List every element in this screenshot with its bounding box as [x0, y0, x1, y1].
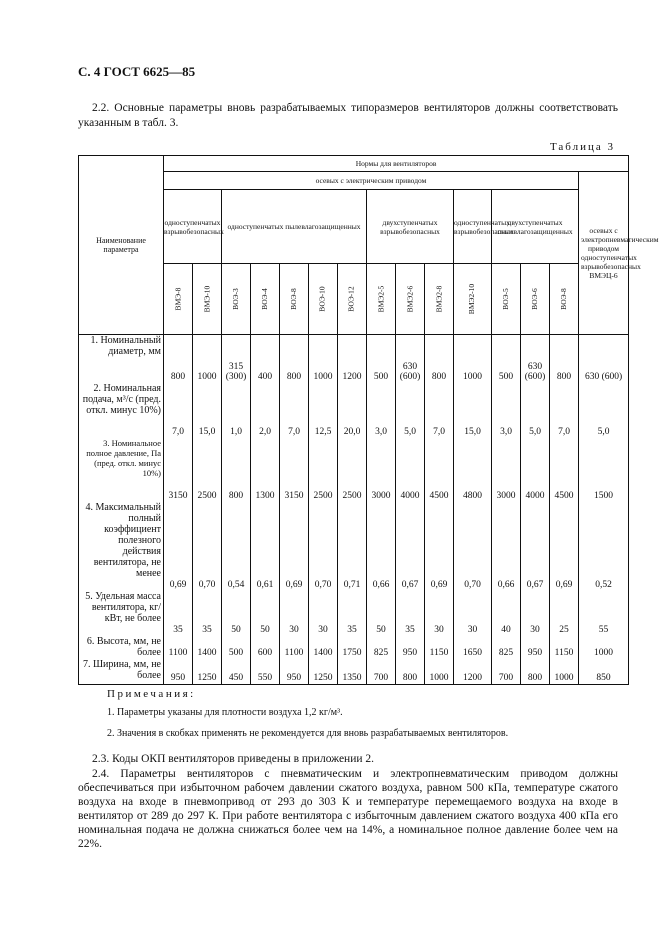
- param-name-header: Наименование параметра: [79, 156, 164, 335]
- value-cell: 600: [251, 636, 280, 659]
- value-cell: 0,67: [396, 502, 425, 591]
- value-cell: 30: [521, 591, 550, 636]
- value-cell: 1000: [425, 659, 454, 685]
- value-cell: 0,70: [454, 502, 492, 591]
- value-cell: 1150: [425, 636, 454, 659]
- group-header: одноступенчатых пылевлагозащищенных: [222, 190, 367, 264]
- value-cell: 3000: [492, 438, 521, 502]
- value-cell: 700: [367, 659, 396, 685]
- value-cell: 5,0: [521, 383, 550, 438]
- group-header: двухступенчатых взрывобезопасных: [367, 190, 454, 264]
- table-caption: Таблица 3: [549, 141, 615, 153]
- model-label: ВМЭ2-8: [434, 285, 443, 313]
- value-cell: 20,0: [338, 383, 367, 438]
- value-cell: 825: [367, 636, 396, 659]
- value-cell: 1000: [454, 335, 492, 383]
- model-header: [367, 264, 396, 335]
- value-cell: 950: [280, 659, 309, 685]
- value-cell: 450: [222, 659, 251, 685]
- value-cell: 700: [492, 659, 521, 685]
- value-cell: 7,0: [280, 383, 309, 438]
- value-cell: 2,0: [251, 383, 280, 438]
- paragraph-2-4: 2.4. Параметры вентиляторов с пневматическим и электропневматическим приводом должны обеспечиваться при избыточном рабочем давлении сжатого воздуха, равном 500 кПа, температуре сжатого воздуха на входе в пневмопривод от 293 до 303 К и температуре перемещаемого воздуха на входе в вентилятор от 289 до 297 К. При работе вентилятора с избыточным давлением сжатого воздуха 400 кПа его номинальная подача не должна снижаться более чем на 14%, а номинальное полное давление более чем на 22%.: [78, 768, 618, 850]
- value-cell: 7,0: [164, 383, 193, 438]
- model-header: [251, 264, 280, 335]
- value-cell: 800: [521, 659, 550, 685]
- value-cell: 630 (600): [521, 335, 550, 383]
- norms-header: Нормы для вентиляторов: [164, 156, 629, 172]
- model-header: [338, 264, 367, 335]
- value-cell: 55: [579, 591, 629, 636]
- value-cell: 800: [550, 335, 579, 383]
- value-cell: 30: [425, 591, 454, 636]
- value-cell: 630 (600): [396, 335, 425, 383]
- value-cell: 950: [521, 636, 550, 659]
- model-header: [425, 264, 454, 335]
- value-cell: 1250: [193, 659, 222, 685]
- value-cell: 2500: [309, 438, 338, 502]
- value-cell: 50: [222, 591, 251, 636]
- parameters-table: [78, 155, 659, 685]
- value-cell: 1300: [251, 438, 280, 502]
- value-cell: 4000: [521, 438, 550, 502]
- value-cell: 0,66: [367, 502, 396, 591]
- param-name: 4. Максимальный полный коэффициент полезного действия вентилятора, не менее: [79, 502, 164, 591]
- value-cell: 1100: [164, 636, 193, 659]
- value-cell: 40: [492, 591, 521, 636]
- value-cell: 800: [280, 335, 309, 383]
- paragraph-2-3: 2.3. Коды ОКП вентиляторов приведены в приложении 2.: [92, 753, 375, 765]
- value-cell: 800: [164, 335, 193, 383]
- model-label: ВОЭ-5: [501, 288, 510, 310]
- value-cell: 12,5: [309, 383, 338, 438]
- note-item: 1. Параметры указаны для плотности воздуха 1,2 кг/м³.: [107, 707, 343, 718]
- value-cell: 15,0: [193, 383, 222, 438]
- model-label: ВОЭ-4: [260, 288, 269, 310]
- value-cell: 0,69: [164, 502, 193, 591]
- table-row: [79, 335, 629, 383]
- param-name: 3. Номинальное полное давление, Па (пред. откл. минус 10%): [79, 438, 164, 502]
- value-cell: 0,71: [338, 502, 367, 591]
- value-cell: 630 (600): [579, 335, 629, 383]
- model-header: [396, 264, 425, 335]
- value-cell: 15,0: [454, 383, 492, 438]
- model-label: ВМЭ-10: [202, 285, 211, 313]
- value-cell: 0,69: [550, 502, 579, 591]
- value-cell: 3150: [164, 438, 193, 502]
- model-header: [193, 264, 222, 335]
- value-cell: 1100: [280, 636, 309, 659]
- model-label: ВОЭ-12: [347, 286, 356, 312]
- value-cell: 1200: [338, 335, 367, 383]
- param-name: 7. Ширина, мм, не более: [79, 659, 164, 685]
- table-row: [79, 636, 629, 659]
- model-header: [164, 264, 193, 335]
- table-row: [79, 659, 629, 685]
- page-header: С. 4 ГОСТ 6625—85: [78, 64, 196, 79]
- value-cell: 1250: [309, 659, 338, 685]
- param-name: 1. Номинальный диаметр, мм: [79, 335, 164, 383]
- value-cell: 950: [396, 636, 425, 659]
- model-header: [492, 264, 521, 335]
- value-cell: 4800: [454, 438, 492, 502]
- value-cell: 315 (300): [222, 335, 251, 383]
- value-cell: 400: [251, 335, 280, 383]
- value-cell: 4500: [550, 438, 579, 502]
- value-cell: 30: [280, 591, 309, 636]
- value-cell: 0,67: [521, 502, 550, 591]
- value-cell: 0,52: [579, 502, 629, 591]
- notes-header: Примечания:: [107, 688, 196, 700]
- value-cell: 1000: [579, 636, 629, 659]
- note-item: 2. Значения в скобках применять не рекомендуется для вновь разрабатываемых вентиляторов.: [107, 728, 509, 739]
- value-cell: 550: [251, 659, 280, 685]
- value-cell: 1400: [193, 636, 222, 659]
- table-row: [79, 438, 629, 502]
- model-label: ВМЭ-8: [173, 287, 182, 311]
- value-cell: 800: [425, 335, 454, 383]
- model-label: ВМЭ2-5: [376, 285, 385, 313]
- param-name: 5. Удельная масса вентилятора, кг/кВт, не более: [79, 591, 164, 636]
- value-cell: 3150: [280, 438, 309, 502]
- model-header: [550, 264, 579, 335]
- value-cell: 0,61: [251, 502, 280, 591]
- value-cell: 3000: [367, 438, 396, 502]
- value-cell: 500: [492, 335, 521, 383]
- group-header: одноступенчатых взрывобезопасных: [164, 190, 222, 264]
- intro-paragraph: 2.2. Основные параметры вновь разрабатываемых типоразмеров вентиляторов должны соответствовать указанным в табл. 3.: [78, 102, 618, 129]
- model-label: ВОЭ-10: [318, 286, 327, 312]
- value-cell: 825: [492, 636, 521, 659]
- value-cell: 850: [579, 659, 629, 685]
- value-cell: 1150: [550, 636, 579, 659]
- model-header: [454, 264, 492, 335]
- value-cell: 0,54: [222, 502, 251, 591]
- value-cell: 3,0: [492, 383, 521, 438]
- value-cell: 1500: [579, 438, 629, 502]
- value-cell: 0,66: [492, 502, 521, 591]
- value-cell: 950: [164, 659, 193, 685]
- model-label: ВОЭ-3: [231, 288, 240, 310]
- value-cell: 25: [550, 591, 579, 636]
- value-cell: 35: [338, 591, 367, 636]
- model-label: ВОЭ-8: [289, 288, 298, 310]
- value-cell: 0,69: [280, 502, 309, 591]
- group-header: одноступенчатых взрывобезопасных: [454, 190, 492, 264]
- value-cell: 4000: [396, 438, 425, 502]
- value-cell: 1750: [338, 636, 367, 659]
- pneumatic-header: осевых с электропневматическим приводом одноступенчатых взрывобезопасных ВМЭЦ-6: [579, 172, 629, 335]
- table-row: [79, 383, 629, 438]
- value-cell: 7,0: [550, 383, 579, 438]
- value-cell: 30: [454, 591, 492, 636]
- value-cell: 50: [251, 591, 280, 636]
- group-header: двухступенчатых пылевлагозащищенных: [492, 190, 579, 264]
- value-cell: 35: [164, 591, 193, 636]
- value-cell: 30: [309, 591, 338, 636]
- value-cell: 5,0: [396, 383, 425, 438]
- value-cell: 500: [367, 335, 396, 383]
- value-cell: 0,69: [425, 502, 454, 591]
- value-cell: 35: [396, 591, 425, 636]
- value-cell: 3,0: [367, 383, 396, 438]
- model-header: [309, 264, 338, 335]
- value-cell: 2500: [193, 438, 222, 502]
- param-name: 2. Номинальная подача, м³/с (пред. откл. минус 10%): [79, 383, 164, 438]
- table-row: [79, 591, 629, 636]
- value-cell: 1650: [454, 636, 492, 659]
- value-cell: 2500: [338, 438, 367, 502]
- axial-electric-header: осевых с электрическим приводом: [164, 172, 579, 190]
- value-cell: 1000: [309, 335, 338, 383]
- value-cell: 1,0: [222, 383, 251, 438]
- value-cell: 35: [193, 591, 222, 636]
- param-name: 6. Высота, мм, не более: [79, 636, 164, 659]
- value-cell: 0,70: [193, 502, 222, 591]
- model-label: ВМЭ2-10: [467, 283, 477, 315]
- value-cell: 5,0: [579, 383, 629, 438]
- model-label: ВМЭ2-6: [405, 285, 414, 313]
- model-label: ВОЭ-8: [559, 288, 568, 310]
- value-cell: 7,0: [425, 383, 454, 438]
- value-cell: 50: [367, 591, 396, 636]
- value-cell: 0,70: [309, 502, 338, 591]
- model-label: ВОЭ-6: [530, 288, 539, 310]
- value-cell: 800: [222, 438, 251, 502]
- value-cell: 4500: [425, 438, 454, 502]
- model-header: [222, 264, 251, 335]
- value-cell: 1000: [193, 335, 222, 383]
- value-cell: 500: [222, 636, 251, 659]
- model-header: [521, 264, 550, 335]
- value-cell: 1200: [454, 659, 492, 685]
- value-cell: 1400: [309, 636, 338, 659]
- model-header: [280, 264, 309, 335]
- value-cell: 800: [396, 659, 425, 685]
- value-cell: 1350: [338, 659, 367, 685]
- value-cell: 1000: [550, 659, 579, 685]
- table-row: [79, 502, 629, 591]
